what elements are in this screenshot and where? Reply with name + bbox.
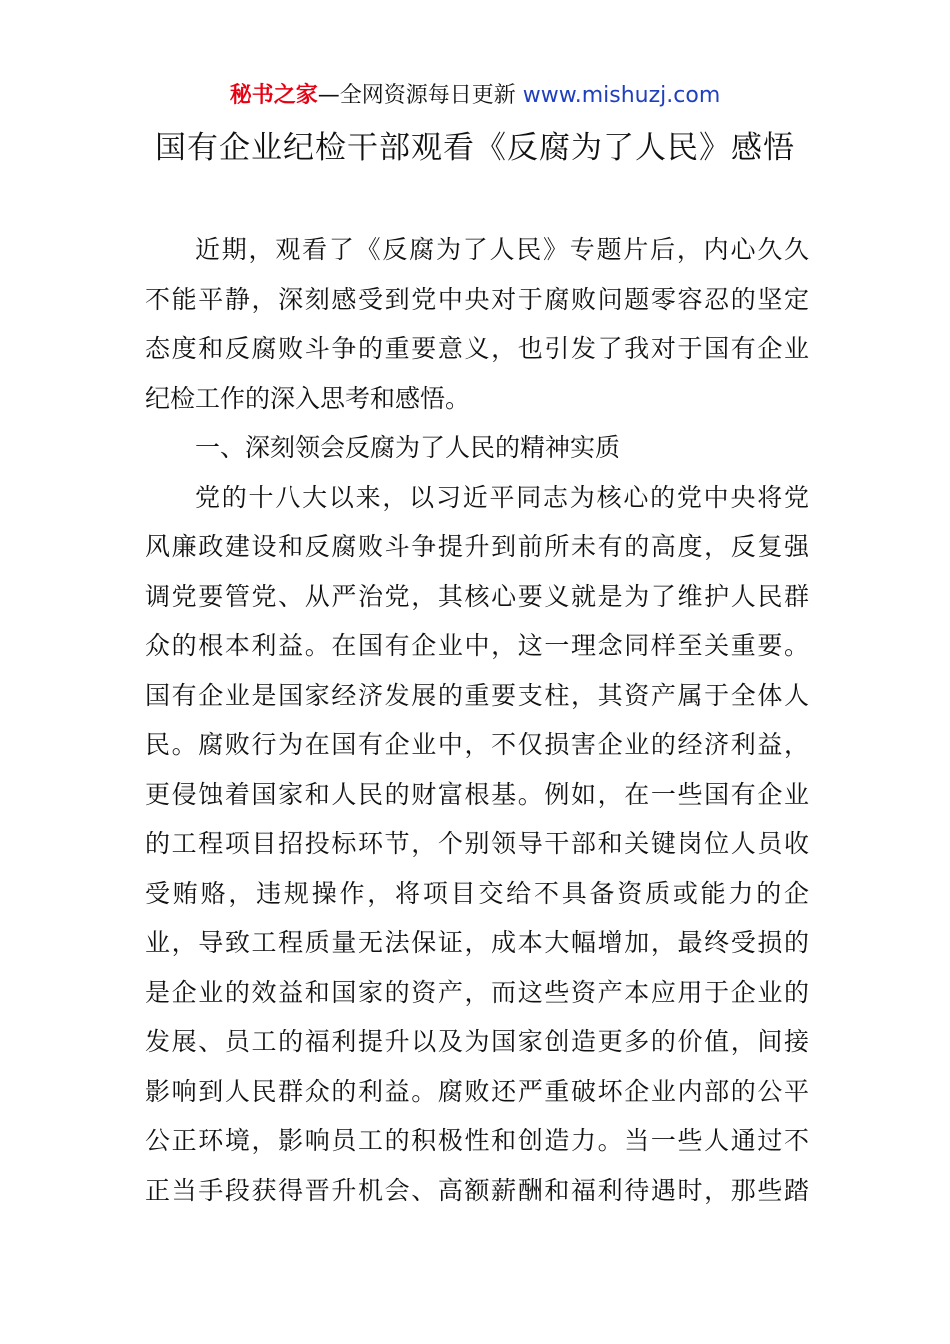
paragraph-line: 影响到人民群众的利益。腐败还严重破坏企业内部的公平 bbox=[145, 1076, 809, 1106]
document-title: 国有企业纪检干部观看《反腐为了人民》感悟 bbox=[155, 130, 795, 166]
section-heading: 一、深刻领会反腐为了人民的精神实质 bbox=[195, 433, 621, 462]
paragraph-line: 更侵蚀着国家和人民的财富根基。例如，在一些国有企业 bbox=[145, 779, 809, 809]
paragraph-line: 近期，观看了《反腐为了人民》专题片后，内心久久 bbox=[195, 235, 809, 264]
paragraph-line: 不能平静，深刻感受到党中央对于腐败问题零容忍的坚定 bbox=[145, 284, 809, 314]
paragraph-line: 受贿赂，违规操作，将项目交给不具备资质或能力的企 bbox=[145, 878, 809, 908]
site-url-link[interactable]: www.mishuzj.com bbox=[522, 83, 721, 108]
paragraph-line: 国有企业是国家经济发展的重要支柱，其资产属于全体人 bbox=[145, 680, 809, 710]
paragraph-line: 态度和反腐败斗争的重要意义，也引发了我对于国有企业 bbox=[145, 334, 809, 363]
paragraph-line: 党的十八大以来，以习近平同志为核心的党中央将党 bbox=[195, 482, 809, 512]
paragraph-line: 纪检工作的深入思考和感悟。 bbox=[145, 383, 471, 413]
paragraph-line: 正当手段获得晋升机会、高额薪酬和福利待遇时，那些踏 bbox=[145, 1175, 809, 1205]
paragraph-line: 公正环境，影响员工的积极性和创造力。当一些人通过不 bbox=[145, 1126, 809, 1155]
site-header bbox=[0, 80, 950, 112]
paragraph-line: 是企业的效益和国家的资产，而这些资产本应用于企业的 bbox=[145, 977, 809, 1007]
paragraph-line: 的工程项目招投标环节，个别领导干部和关键岗位人员收 bbox=[145, 829, 809, 858]
document-body bbox=[145, 225, 809, 1215]
paragraph-line: 发展、员工的福利提升以及为国家创造更多的价值，间接 bbox=[145, 1027, 809, 1056]
paragraph-line: 民。腐败行为在国有企业中，不仅损害企业的经济利益， bbox=[145, 730, 809, 759]
header-tagline: —全网资源每日更新 bbox=[317, 83, 516, 108]
paragraph-line: 业，导致工程质量无法保证，成本大幅增加，最终受损的 bbox=[145, 928, 809, 957]
paragraph-line: 风廉政建设和反腐败斗争提升到前所未有的高度，反复强 bbox=[145, 532, 809, 561]
paragraph-line: 众的根本利益。在国有企业中，这一理念同样至关重要。 bbox=[145, 631, 809, 660]
brand-name: 秘书之家 bbox=[229, 83, 318, 108]
paragraph-line: 调党要管党、从严治党，其核心要义就是为了维护人民群 bbox=[145, 581, 809, 611]
